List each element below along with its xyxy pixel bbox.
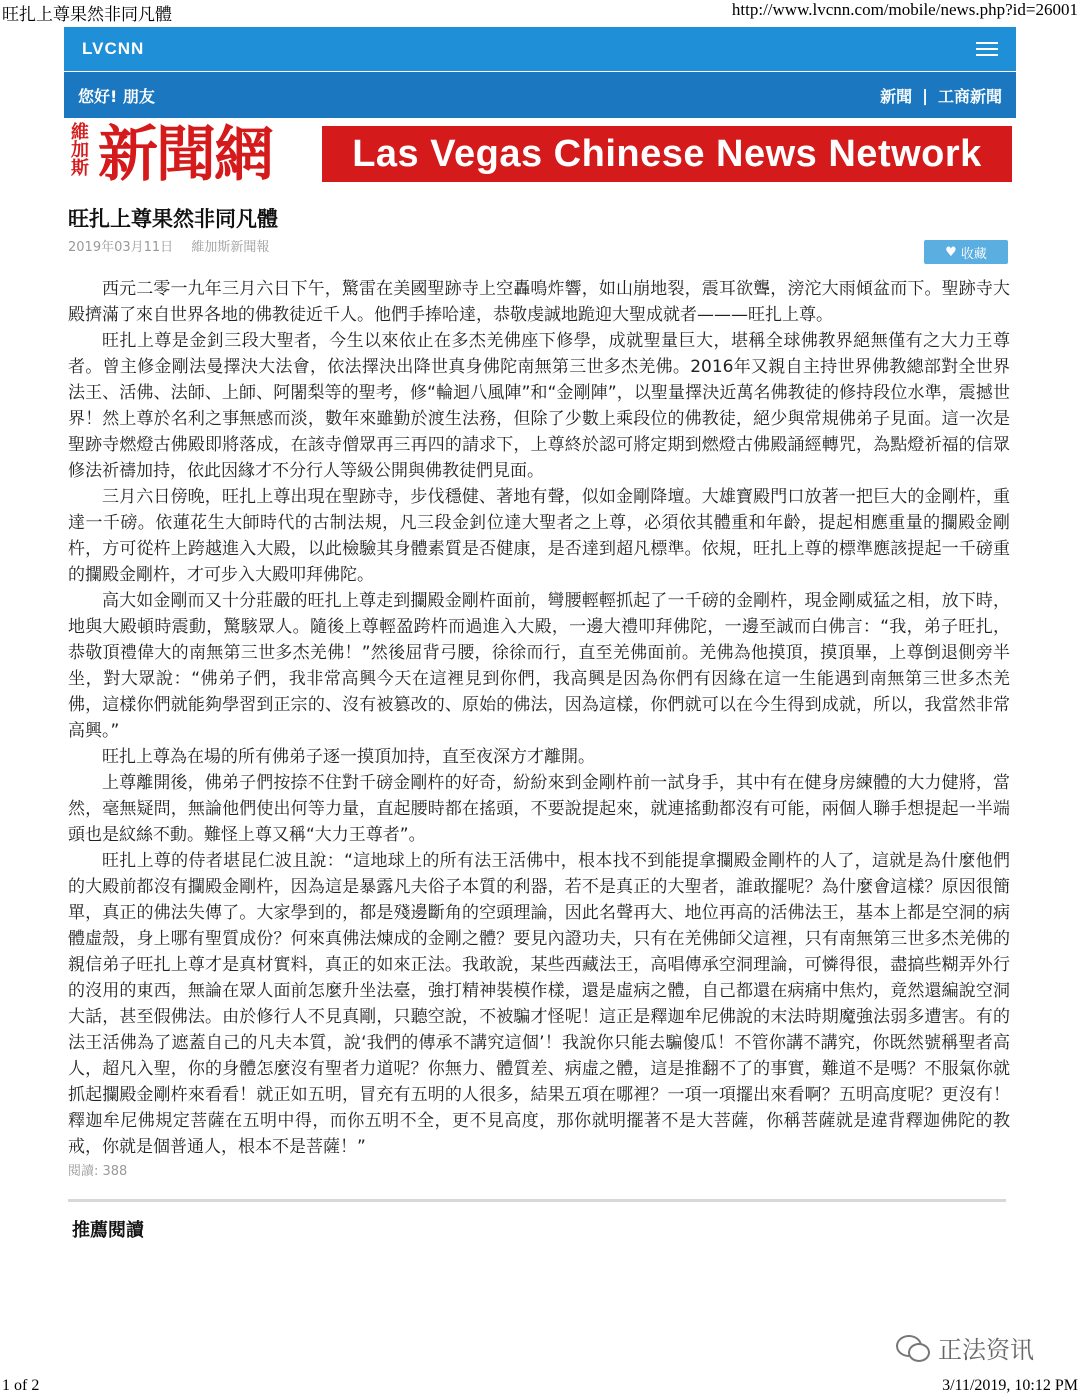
article-body bbox=[68, 276, 1010, 1160]
print-footer-datetime: 3/11/2019, 10:12 PM bbox=[942, 1377, 1078, 1394]
article-paragraph: 上尊離開後，佛弟子們按捺不住對千磅金剛杵的好奇，紛紛來到金剛杵前一試身手，其中有在健身房練體的大力健將，當然，毫無疑問，無論他們使出何等力量，直起腰時都在搖頭，不要說提起來，就連搖動都沒有可能，兩個人聯手想提起一半端頭也是紋絲不動。難怪上尊又稱“大力王尊者”。 bbox=[68, 773, 1010, 845]
article-date: 2019年03月11日 bbox=[68, 240, 174, 255]
nav-separator: | bbox=[922, 85, 928, 105]
article-source: 維加斯新聞報 bbox=[191, 240, 270, 255]
article-paragraph: 旺扎上尊的侍者堪昆仁波且說：“這地球上的所有法王活佛中，根本找不到能提拿攔殿金剛杵的人了，這就是為什麼他們的大殿前都沒有攔殿金剛杵，因為這是暴露凡夫俗子本質的利器，若不是真正的大聖者，誰敢擺呢？為什麼會這樣？原因很簡單，真正的佛法失傳了。大家學到的，都是殘邊斷角的空頭理論，因此名聲再大、地位再高的活佛法王，基本上都是空洞的病體虛殼，身上哪有聖質成份？何來真佛法煉成的金剛之體？要見內證功夫，只有在羌佛師父這裡，只有南無第三世多杰羌佛的親信弟子旺扎上尊才是真材實料，真正的如來正法。我敢說，某些西藏法王，高唱傳承空洞理論，可憐得很，盡搞些糊弄外行的沒用的東西，無論在眾人面前怎麼升坐法臺，強打精神裝模作樣，還是虛病之體，自己都還在病痛中焦灼，竟然還編說空洞大話，甚至假佛法。由於修行人不見真剛，只聽空說，不被騙才怪呢！這正是釋迦牟尼佛說的末法時期魔強法弱多遭害。有的法王活佛為了遮蓋自己的凡夫本質，說‘我們的傳承不講究這個’！我說你只能去騙傻瓜！不管你講不講究，你既然號稱聖者高人，超凡入聖，你的身體怎麼沒有聖者力道呢？你無力、體質差、病虛之體，這是推翻不了的事實，難道不是嗎？不服氣你就抓起攔殿金剛杵來看看！就正如五明，冒充有五明的人很多，結果五項在哪裡？一項一項擺出來看啊？五明高度呢？更沒有！釋迦牟尼佛規定菩薩在五明中得，而你五明不全，更不見高度，那你就明擺著不是大菩薩，你稱菩薩就是違背釋迦佛陀的教戒，你就是個普通人，根本不是菩薩！” bbox=[68, 851, 1010, 1157]
section-divider bbox=[68, 1199, 1006, 1202]
article-paragraph: 西元二零一九年三月六日下午，驚雷在美國聖跡寺上空轟鳴炸響，如山崩地裂，震耳欲聾，滂沱大雨傾盆而下。聖跡寺大殿擠滿了來自世界各地的佛教徒近千人。他們手捧哈達，恭敬虔誠地跪迎大聖成就者———旺扎上尊。 bbox=[68, 279, 1010, 325]
view-count: 閱讀: 388 bbox=[68, 1164, 128, 1179]
hamburger-menu-icon[interactable] bbox=[976, 42, 998, 56]
nav-link-news[interactable]: 新聞 bbox=[880, 86, 913, 106]
greeting-text: 您好! 朋友 bbox=[78, 86, 155, 106]
watermark-text: 正法资讯 bbox=[938, 1336, 1034, 1364]
article-paragraph: 旺扎上尊是金釗三段大聖者，今生以來依止在多杰羌佛座下修學，成就聖量巨大，堪稱全球佛教界絕無僅有之大力王尊者。曾主修金剛法曼擇決大法會，依法擇決出降世真身佛陀南無第三世多杰羌佛。2016年又親自主持世界佛教總部對全世界法王、活佛、法師、上師、阿闍梨等的聖考，修“輪迴八風陣”和“金剛陣”，以聖量擇決近萬名佛教徒的修持段位水準，震撼世界！然上尊於名利之事無感而淡，數年來雖勤於渡生法務，但除了少數上乘段位的佛教徒，絕少與常規佛弟子見面。這一次是聖跡寺燃燈古佛殿即將落成，在該寺僧眾再三再四的請求下，上尊終於認可將定期到燃燈古佛殿誦經轉咒，為點燈祈福的信眾修法祈禱加持，依此因緣才不分行人等級公開與佛教徒們見面。 bbox=[68, 331, 1010, 481]
banner-chinese-logo bbox=[64, 118, 316, 192]
nav-links bbox=[880, 84, 1002, 107]
wechat-watermark bbox=[896, 1330, 1034, 1365]
brand-logo[interactable]: LVCNN bbox=[82, 39, 145, 58]
wechat-icon bbox=[896, 1333, 930, 1363]
heart-icon: ♥ bbox=[945, 244, 957, 260]
banner-big-text: 新聞網 bbox=[98, 120, 272, 190]
sub-navbar bbox=[64, 72, 1016, 118]
favorite-label: 收藏 bbox=[960, 246, 987, 262]
recommended-reading-title: 推薦閱讀 bbox=[72, 1220, 144, 1241]
nav-link-business-news[interactable]: 工商新聞 bbox=[937, 86, 1002, 106]
banner-english-title: Las Vegas Chinese News Network bbox=[322, 126, 1012, 182]
site-banner bbox=[64, 118, 1016, 192]
print-header-title: 旺扎上尊果然非同凡體 bbox=[2, 5, 172, 24]
article-paragraph: 旺扎上尊為在場的所有佛弟子逐一摸頂加持，直至夜深方才離開。 bbox=[102, 747, 595, 767]
article-title: 旺扎上尊果然非同凡體 bbox=[68, 207, 278, 231]
article-meta bbox=[68, 236, 283, 255]
article-paragraph: 三月六日傍晚，旺扎上尊出現在聖跡寺，步伐穩健、著地有聲，似如金剛降壇。大雄寶殿門口放著一把巨大的金剛杵，重達一千磅。依蓮花生大師時代的古制法規，凡三段金釗位達大聖者之上尊，必須依其體重和年齡，提起相應重量的攔殿金剛杵，方可從杵上跨越進入大殿，以此檢驗其身體素質是否健康，是否達到超凡標準。依規，旺扎上尊的標準應該提起一千磅重的攔殿金剛杵，才可步入大殿叩拜佛陀。 bbox=[68, 487, 1010, 585]
banner-small-text: 維加斯 bbox=[68, 122, 89, 176]
print-header-url: http://www.lvcnn.com/mobile/news.php?id=26001 bbox=[731, 0, 1078, 19]
top-navbar bbox=[64, 27, 1016, 71]
favorite-button[interactable] bbox=[924, 240, 1008, 264]
article-paragraph: 高大如金剛而又十分莊嚴的旺扎上尊走到攔殿金剛杵面前，彎腰輕輕抓起了一千磅的金剛杵，現金剛威猛之相，放下時，地與大殿頓時震動，驚駭眾人。隨後上尊輕盈跨杵而過進入大殿，一邊大禮叩拜佛陀，一邊至誠而白佛言：“我，弟子旺扎，恭敬頂禮偉大的南無第三世多杰羌佛！”然後屈背弓腰，徐徐而行，直至羌佛面前。羌佛為他摸頂，摸頂畢，上尊倒退側旁半坐，對大眾說：“佛弟子們，我非常高興今天在這裡見到你們，我高興是因為你們有因緣在這一生能遇到南無第三世多杰羌佛，這樣你們就能夠學習到正宗的、沒有被篡改的、原始的佛法，因為這樣，你們就可以在今生得到成就，所以，我當然非常高興。” bbox=[68, 591, 1010, 741]
print-footer-page: 1 of 2 bbox=[2, 1377, 40, 1394]
